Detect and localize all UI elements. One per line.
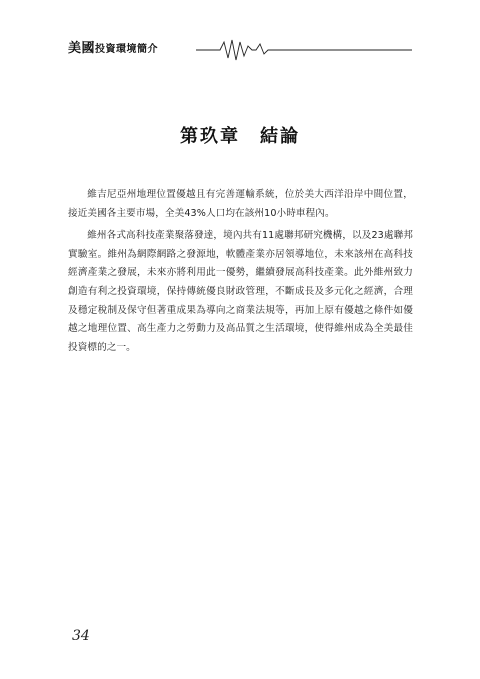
paragraph-2: 維州各式高科技產業聚落發達，境內共有11處聯邦研究機構，以及23處聯邦實驗室。維州為網際網路之發源地，軟體產業亦居領導地位，未來該州在高科技經濟產業之發展，未來亦將利用此一優勢，繼續發展高科技產業。此外維州致力創造有利之投資環境，保持傳統優良財政管理，不斷成長及多元化之經濟，合理及穩定稅制及保守但著重成果為導向之商業法規等，再加上原有優越之條件如優越之地理位置、高生產力之勞動力及高品質之生活環境，使得維州成為全美最佳投資標的之一。 [68,230,413,353]
body-text [68,186,413,361]
header-title [68,40,158,58]
chapter-title: 第玖章 結論 [180,126,300,147]
header-title-emphasis: 美國 [68,41,96,56]
paragraph-1: 維吉尼亞州地理位置優越且有完善運輸系統，位於美大西洋沿岸中間位置，接近美國各主要市場，全美43%人口均在該州10小時車程內。 [68,189,413,219]
header-title-rest: 投資環境簡介 [95,44,159,55]
running-header [68,36,412,64]
page-number: 34 [72,628,90,644]
